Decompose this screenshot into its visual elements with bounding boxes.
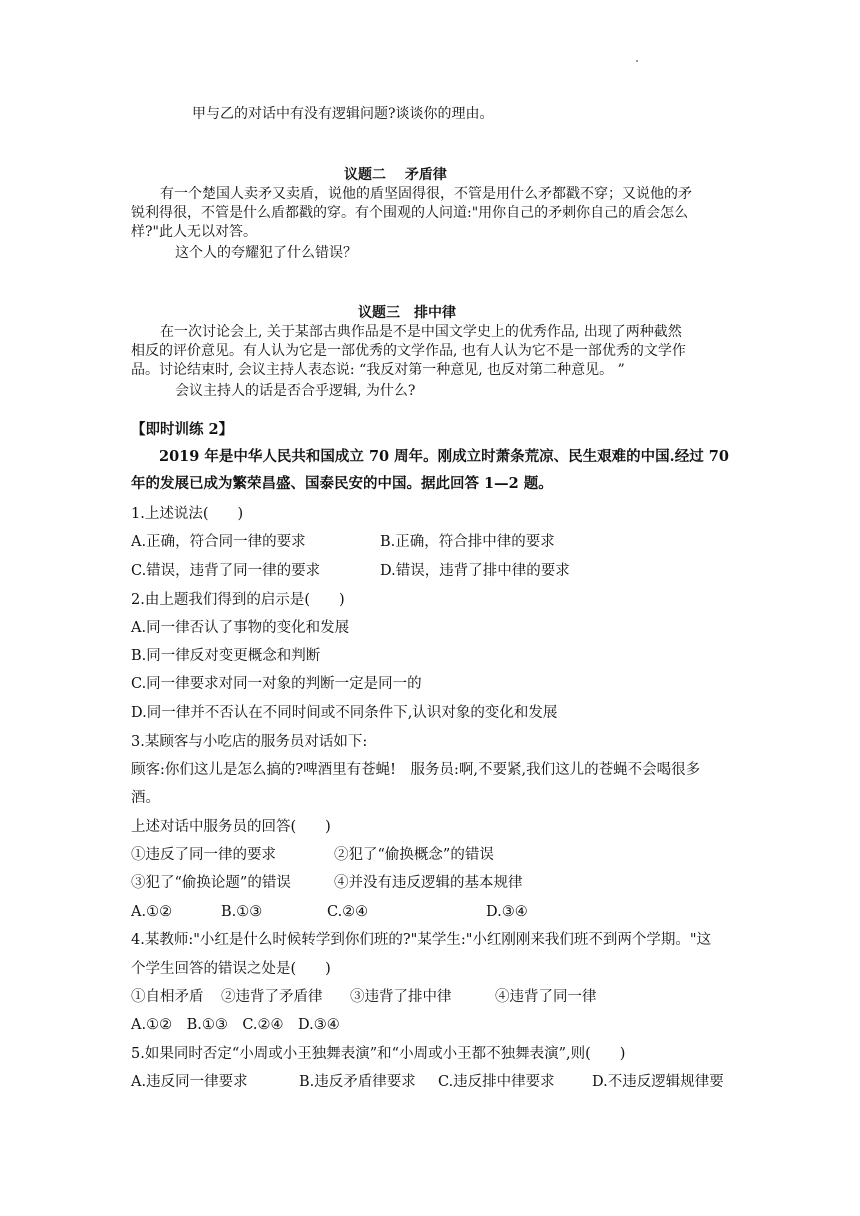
q1-option-a: A.正确，符合同一律的要求 [131,534,306,550]
topic3-title: 议题三 排中律 [358,305,456,321]
topic2-line-2: 锐利得很，不管是什么盾都戳的穿。有个围观的人问道:"用你自己的矛刺你自己的盾会怎么 [131,205,689,221]
q4-statement-3: ③违背了排中律 [350,989,452,1005]
topic3-line-1: 在一次讨论会上, 关于某部古典作品是不是中国文学史上的优秀作品, 出现了两种截然 [160,324,682,340]
q1-option-c: C.错误，违背了同一律的要求 [131,563,321,579]
q2-option-a: A.同一律否认了事物的变化和发展 [131,620,350,636]
q4-statement-4: ④违背了同一律 [495,989,597,1005]
q4-statement-1: ①自相矛盾 [131,989,204,1005]
q5-stem: 5.如果同时否定“小周或小王独舞表演”和“小周或小王都不独舞表演”,则( ) [131,1046,626,1062]
q3-dialog-2: 酒。 [131,790,160,806]
practice-intro-2: 年的发展已成为繁荣昌盛、国泰民安的中国。据此回答 1—2 题。 [131,475,553,492]
q2-option-b: B.同一律反对变更概念和判断 [131,648,321,664]
topic2-title: 议题二 矛盾律 [344,167,447,183]
q3-option-b: B.①③ [221,904,263,920]
q3-statement-4: ④并没有违反逻辑的基本规律 [334,875,523,891]
q3-statement-1: ①违反了同一律的要求 [131,847,276,863]
topic3-question: 会议主持人的话是否合乎逻辑, 为什么? [175,383,416,399]
q1-option-b: B.正确，符合排中律的要求 [380,534,555,550]
topic2-line-1: 有一个楚国人卖矛又卖盾，说他的盾坚固得很，不管是用什么矛都戳不穿；又说他的矛 [160,186,692,202]
q4-stem-1: 4.某教师:"小红是什么时候转学到你们班的?"某学生:"小红刚刚来我们班不到两个学期。"这 [131,932,712,948]
q2-stem: 2.由上题我们得到的启示是( ) [131,592,345,608]
practice-heading: 【即时训练 2】 [131,421,234,438]
topic3-line-2: 相反的评价意见。有人认为它是一部优秀的文学作品, 也有人认为它不是一部优秀的文学作 [131,343,686,359]
q3-option-a: A.①② [131,904,173,920]
intro-question: 甲与乙的对话中有没有逻辑问题?谈谈你的理由。 [192,106,494,122]
q3-option-d: D.③④ [486,904,528,920]
scan-dot [636,60,638,62]
q2-option-d: D.同一律并不否认在不同时间或不同条件下,认识对象的变化和发展 [131,705,558,721]
q3-stem: 3.某顾客与小吃店的服务员对话如下: [131,734,368,750]
q5-option-b: B.违反矛盾律要求 [299,1074,416,1090]
q2-option-c: C.同一律要求对同一对象的判断一定是同一的 [131,676,422,692]
q1-stem: 1.上述说法( ) [131,506,244,522]
q5-option-c: C.违反排中律要求 [438,1074,555,1090]
q4-statement-2: ②违背了矛盾律 [221,989,323,1005]
q5-option-d: D.不违反逻辑规律要 [592,1074,724,1090]
q4-stem-2: 个学生回答的错误之处是( ) [131,961,331,977]
q3-statement-3: ③犯了“偷换论题”的错误 [131,875,291,891]
q3-statement-2: ②犯了“偷换概念”的错误 [334,847,494,863]
q1-option-d: D.错误，违背了排中律的要求 [380,563,570,579]
topic3-line-3: 品。讨论结束时, 会议主持人表态说: “我反对第一种意见, 也反对第二种意见。 ” [131,362,625,378]
q3-option-c: C.②④ [327,904,369,920]
q3-ask: 上述对话中服务员的回答( ) [131,819,331,835]
topic2-line-3: 样?"此人无以对答。 [131,224,257,240]
q4-choices: A.①② B.①③ C.②④ D.③④ [131,1017,340,1033]
q5-option-a: A.违反同一律要求 [131,1074,248,1090]
topic2-question: 这个人的夸耀犯了什么错误？ [175,245,357,261]
practice-intro-1: 2019 年是中华人民共和国成立 70 周年。刚成立时萧条荒凉、民生艰难的中国.经过 70 [159,448,729,465]
q3-dialog-1: 顾客:你们这儿是怎么搞的?啤酒里有苍蝇! 服务员:啊,不要紧,我们这儿的苍蝇不会喝很多 [131,762,701,778]
